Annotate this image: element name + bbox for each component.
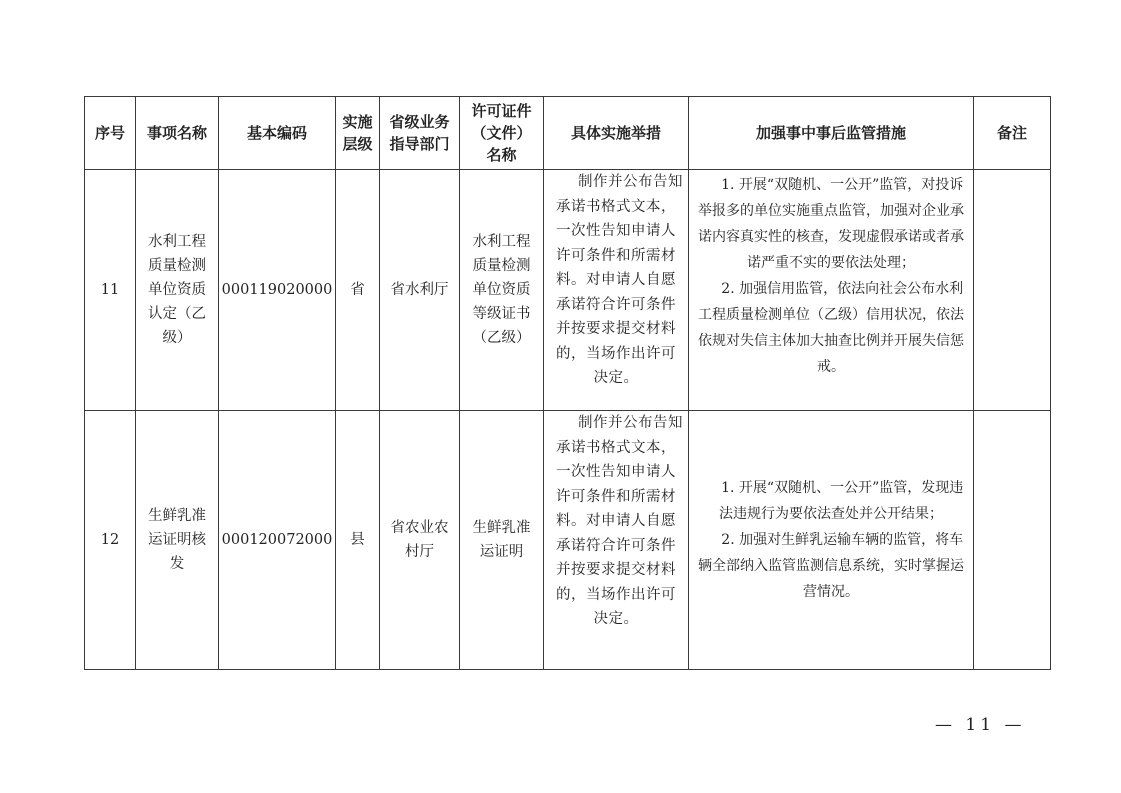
cell-remark bbox=[974, 170, 1051, 411]
table-row bbox=[85, 170, 1051, 411]
supervision-item: 1. 开展“双随机、一公开”监管，对投诉举报多的单位实施重点监管，加强对企业承诺内容真实性的核查，发现虚假承诺或者承诺严重不实的要依法处理； bbox=[698, 177, 964, 271]
supervision-item: 2. 加强信用监管，依法向社会公布水利工程质量检测单位（乙级）信用状况，依法依规对失信主体加大抽查比例并开展失信惩戒。 bbox=[698, 281, 964, 375]
header-license: 许可证件（文件）名称 bbox=[460, 97, 544, 170]
cell-level: 省 bbox=[336, 170, 380, 411]
cell-basic-code: 000119020000 bbox=[219, 170, 336, 411]
supervision-item: 2. 加强对生鲜乳运输车辆的监管，将车辆全部纳入监管监测信息系统，实时掌握运营情况。 bbox=[698, 532, 964, 600]
cell-supervision bbox=[689, 170, 974, 411]
cell-measures: 制作并公布告知承诺书格式文本，一次性告知申请人许可条件和所需材料。对申请人自愿承诺符合许可条件并按要求提交材料的，当场作出许可决定。 bbox=[544, 411, 689, 670]
table-header-row bbox=[85, 97, 1051, 170]
cell-dept: 省水利厅 bbox=[380, 170, 460, 411]
header-measures: 具体实施举措 bbox=[544, 97, 689, 170]
cell-supervision bbox=[689, 411, 974, 670]
page-number: — 11 — bbox=[935, 715, 1026, 735]
header-level: 实施层级 bbox=[336, 97, 380, 170]
cell-item-name: 水利工程质量检测单位资质认定（乙级） bbox=[136, 170, 219, 411]
cell-basic-code: 000120072000 bbox=[219, 411, 336, 670]
cell-level: 县 bbox=[336, 411, 380, 670]
header-remark: 备注 bbox=[974, 97, 1051, 170]
cell-license: 生鲜乳准运证明 bbox=[460, 411, 544, 670]
cell-license: 水利工程质量检测单位资质等级证书（乙级） bbox=[460, 170, 544, 411]
cell-measures: 制作并公布告知承诺书格式文本，一次性告知申请人许可条件和所需材料。对申请人自愿承诺符合许可条件并按要求提交材料的，当场作出许可决定。 bbox=[544, 170, 689, 411]
cell-item-name: 生鲜乳准运证明核发 bbox=[136, 411, 219, 670]
header-supervision: 加强事中事后监管措施 bbox=[689, 97, 974, 170]
cell-seq: 12 bbox=[85, 411, 136, 670]
header-item-name: 事项名称 bbox=[136, 97, 219, 170]
cell-remark bbox=[974, 411, 1051, 670]
supervision-item: 1. 开展“双随机、一公开”监管，发现违法违规行为要依法查处并公开结果； bbox=[719, 480, 964, 522]
cell-seq: 11 bbox=[85, 170, 136, 411]
table-row bbox=[85, 411, 1051, 670]
cell-dept: 省农业农村厅 bbox=[380, 411, 460, 670]
header-dept: 省级业务指导部门 bbox=[380, 97, 460, 170]
header-basic-code: 基本编码 bbox=[219, 97, 336, 170]
approval-items-table bbox=[84, 96, 1051, 670]
header-seq: 序号 bbox=[85, 97, 136, 170]
